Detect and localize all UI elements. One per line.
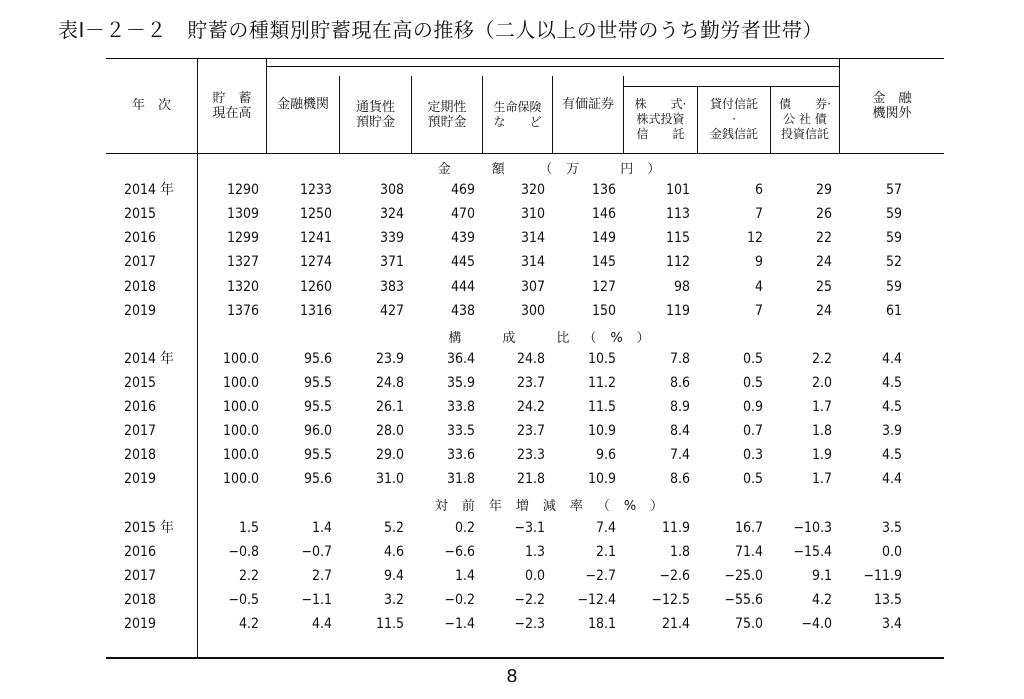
securities-cell: 136	[591, 182, 616, 199]
bonds-cell: −4.0	[801, 615, 832, 632]
header-non-financial: 金 融 機関外	[872, 90, 912, 121]
financial-cell: 1260	[299, 278, 332, 295]
life-insurance-cell: 310	[520, 206, 545, 223]
loan-trust-cell: 7	[754, 302, 763, 319]
securities-cell: 11.5	[587, 399, 616, 415]
securities-cell: 146	[591, 206, 616, 223]
stocks-cell: 1.8	[669, 543, 690, 560]
year-cell: 2019	[124, 471, 157, 488]
bonds-cell: 24	[815, 302, 832, 319]
non-financial-cell: 3.9	[881, 423, 902, 440]
demand-deposits-cell: 23.9	[375, 350, 404, 367]
table-title: 表Ⅰ－２－２ 貯蓄の種類別貯蓄現在高の推移（二人以上の世帯のうち勤労者世帯）	[58, 18, 823, 42]
time-deposits-cell: 31.8	[446, 471, 475, 488]
securities-cell: −12.4	[577, 591, 616, 608]
loan-trust-cell: 0.5	[742, 471, 763, 488]
table-row	[106, 419, 944, 443]
financial-cell: 95.5	[303, 374, 332, 391]
year-cell: 2019	[124, 302, 157, 319]
table-row	[106, 516, 944, 540]
table-row	[106, 202, 944, 226]
year-cell: 2016	[124, 543, 157, 560]
time-deposits-cell: 438	[450, 302, 475, 319]
stocks-cell: 8.6	[669, 374, 690, 391]
year-cell: 2017	[124, 254, 157, 271]
savings-cell: 4.2	[238, 615, 259, 632]
time-deposits-cell: 35.9	[446, 374, 475, 391]
securities-cell: 7.4	[595, 519, 616, 536]
financial-cell: −1.1	[301, 591, 332, 608]
savings-cell: 100.0	[222, 423, 259, 440]
bonds-cell: 9.1	[811, 567, 832, 584]
life-insurance-cell: 314	[520, 254, 545, 271]
life-insurance-cell: 314	[520, 230, 545, 247]
savings-cell: 1290	[226, 182, 259, 199]
stocks-cell: 101	[665, 182, 690, 199]
stocks-cell: 11.9	[661, 519, 690, 536]
year-cell: 2014 年	[124, 350, 175, 367]
bonds-cell: 25	[815, 278, 832, 295]
loan-trust-cell: 6	[754, 182, 763, 199]
time-deposits-cell: 33.5	[446, 423, 475, 440]
stocks-cell: 7.8	[669, 350, 690, 367]
financial-cell: 1274	[299, 254, 332, 271]
time-deposits-cell: 470	[450, 206, 475, 223]
time-deposits-cell: 0.2	[454, 519, 475, 536]
financial-cell: 96.0	[303, 423, 332, 440]
life-insurance-cell: 300	[520, 302, 545, 319]
securities-cell: 145	[591, 254, 616, 271]
stocks-cell: 98	[673, 278, 690, 295]
table-row	[106, 347, 944, 371]
savings-cell: 100.0	[222, 350, 259, 367]
non-financial-cell: −11.9	[863, 567, 902, 584]
savings-cell: −0.8	[228, 543, 259, 560]
demand-deposits-cell: 24.8	[375, 374, 404, 391]
life-insurance-cell: 24.2	[516, 399, 545, 415]
savings-cell: 1.5	[238, 519, 259, 536]
demand-deposits-cell: 28.0	[375, 423, 404, 440]
non-financial-cell: 4.5	[881, 374, 902, 391]
stocks-cell: 8.9	[669, 399, 690, 415]
time-deposits-cell: −0.2	[444, 591, 475, 608]
header-bottom-rule	[106, 153, 944, 154]
savings-cell: 2.2	[238, 567, 259, 584]
financial-cell: 1316	[299, 302, 332, 319]
time-deposits-cell: −1.4	[444, 615, 475, 632]
financial-cell: 1250	[299, 206, 332, 223]
header-life-insurance: 生命保険 な ど	[493, 99, 542, 129]
financial-cell: 95.5	[303, 399, 332, 415]
stocks-cell: 8.6	[669, 471, 690, 488]
stocks-cell: 7.4	[669, 447, 690, 464]
demand-deposits-cell: 371	[379, 254, 404, 271]
year-cell: 2018	[124, 278, 157, 295]
securities-cell: 10.9	[587, 423, 616, 440]
demand-deposits-cell: 339	[379, 230, 404, 247]
savings-cell: 1299	[226, 230, 259, 247]
year-cell: 2016	[124, 230, 157, 247]
year-cell: 2017	[124, 567, 157, 584]
stocks-cell: 21.4	[661, 615, 690, 632]
life-insurance-cell: −2.3	[514, 615, 545, 632]
header-time-deposits: 定期性 預貯金	[427, 99, 467, 130]
demand-deposits-cell: 308	[379, 182, 404, 199]
savings-cell: 1320	[226, 278, 259, 295]
stocks-cell: −2.6	[659, 567, 690, 584]
stocks-cell: −12.5	[651, 591, 690, 608]
financial-cell: 95.6	[303, 350, 332, 367]
securities-cell: 150	[591, 302, 616, 319]
header-securities: 有価証券	[561, 97, 614, 112]
securities-cell: 127	[591, 278, 616, 295]
securities-cell: 9.6	[595, 447, 616, 464]
demand-deposits-cell: 4.6	[383, 543, 404, 560]
year-cell: 2014 年	[124, 182, 175, 199]
bonds-cell: 26	[815, 206, 832, 223]
life-insurance-cell: 23.7	[516, 423, 545, 440]
loan-trust-cell: −55.6	[724, 591, 763, 608]
non-financial-cell: 3.4	[881, 615, 902, 632]
savings-cell: 1327	[226, 254, 259, 271]
loan-trust-cell: 0.5	[742, 374, 763, 391]
bonds-cell: −15.4	[793, 543, 832, 560]
section-label: 対前年増減率（%）	[434, 499, 678, 515]
header-stocks: 株 式· 株式投資 信 託	[634, 97, 687, 141]
demand-deposits-cell: 324	[379, 206, 404, 223]
non-financial-cell: 4.5	[881, 399, 902, 415]
table-row	[106, 564, 944, 588]
non-financial-cell: 59	[885, 278, 902, 295]
loan-trust-cell: 7	[754, 206, 763, 223]
non-financial-cell: 4.4	[881, 471, 902, 488]
time-deposits-cell: 469	[450, 182, 475, 199]
year-cell: 2018	[124, 591, 157, 608]
bonds-cell: 1.8	[811, 423, 832, 440]
securities-cell: 18.1	[587, 615, 616, 632]
time-deposits-cell: 439	[450, 230, 475, 247]
demand-deposits-cell: 11.5	[375, 615, 404, 632]
life-insurance-cell: 21.8	[516, 471, 545, 488]
loan-trust-cell: 75.0	[734, 615, 763, 632]
non-financial-cell: 57	[885, 182, 902, 199]
bonds-cell: 1.7	[811, 471, 832, 488]
savings-cell: 100.0	[222, 374, 259, 391]
savings-cell: 1376	[226, 302, 259, 319]
year-cell: 2016	[124, 399, 157, 415]
section-label: 金 額 （万 円）	[437, 162, 675, 177]
year-cell: 2019	[124, 615, 157, 632]
demand-deposits-cell: 9.4	[383, 567, 404, 584]
loan-trust-cell: 71.4	[734, 543, 763, 560]
header-year: 年 次	[131, 98, 171, 113]
page-number: 8	[506, 666, 518, 687]
demand-deposits-cell: 31.0	[375, 471, 404, 488]
demand-deposits-cell: 26.1	[375, 399, 404, 415]
financial-group-rule	[266, 66, 839, 67]
time-deposits-cell: −6.6	[444, 543, 475, 560]
financial-cell: −0.7	[301, 543, 332, 560]
non-financial-cell: 59	[885, 206, 902, 223]
table-row	[106, 178, 944, 202]
time-deposits-cell: 36.4	[446, 350, 475, 367]
securities-cell: 10.9	[587, 471, 616, 488]
loan-trust-cell: 0.9	[742, 399, 763, 415]
non-financial-cell: 3.5	[881, 519, 902, 536]
loan-trust-cell: 0.7	[742, 423, 763, 440]
header-savings: 貯 蓄 現在高	[212, 90, 252, 121]
securities-cell: 11.2	[587, 374, 616, 391]
table-row	[106, 540, 944, 564]
securities-cell: 149	[591, 230, 616, 247]
demand-deposits-cell: 29.0	[375, 447, 404, 464]
bonds-cell: 2.0	[811, 374, 832, 391]
bonds-cell: 4.2	[811, 591, 832, 608]
securities-cell: 10.5	[587, 350, 616, 367]
year-cell: 2015	[124, 374, 157, 391]
table-row	[106, 467, 944, 491]
table-bottom-rule	[106, 657, 944, 659]
demand-deposits-cell: 3.2	[383, 591, 404, 608]
bonds-cell: 22	[815, 230, 832, 247]
bonds-cell: 2.2	[811, 350, 832, 367]
table-row	[106, 371, 944, 395]
savings-cell: 1309	[226, 206, 259, 223]
financial-cell: 2.7	[311, 567, 332, 584]
table-row	[106, 612, 944, 636]
bonds-cell: 1.9	[811, 447, 832, 464]
loan-trust-cell: 12	[746, 230, 763, 247]
stocks-cell: 113	[665, 206, 690, 223]
table-row	[106, 588, 944, 612]
loan-trust-cell: 0.5	[742, 350, 763, 367]
non-financial-cell: 61	[885, 302, 902, 319]
loan-trust-cell: −25.0	[724, 567, 763, 584]
header-financial: 金融機関	[276, 97, 329, 112]
life-insurance-cell: 320	[520, 182, 545, 199]
non-financial-cell: 59	[885, 230, 902, 247]
stocks-cell: 115	[665, 230, 690, 247]
bonds-cell: 1.7	[811, 399, 832, 415]
stocks-cell: 8.4	[669, 423, 690, 440]
savings-cell: −0.5	[228, 591, 259, 608]
table-row	[106, 275, 944, 299]
loan-trust-cell: 16.7	[734, 519, 763, 536]
loan-trust-cell: 0.3	[742, 447, 763, 464]
life-insurance-cell: 24.8	[516, 350, 545, 367]
life-insurance-cell: 1.3	[524, 543, 545, 560]
savings-cell: 100.0	[222, 447, 259, 464]
stocks-cell: 112	[665, 254, 690, 271]
life-insurance-cell: 307	[520, 278, 545, 295]
demand-deposits-cell: 427	[379, 302, 404, 319]
life-insurance-cell: −3.1	[514, 519, 545, 536]
table-row	[106, 443, 944, 467]
financial-cell: 1233	[299, 182, 332, 199]
stocks-cell: 119	[665, 302, 690, 319]
header-demand-deposits: 通貨性 預貯金	[355, 99, 395, 130]
bonds-cell: −10.3	[793, 519, 832, 536]
demand-deposits-cell: 5.2	[383, 519, 404, 536]
financial-cell: 95.5	[303, 447, 332, 464]
header-loan-trust: 貸付信託 · 金銭信託	[709, 97, 758, 141]
securities-cell: 2.1	[595, 543, 616, 560]
savings-cell: 100.0	[222, 471, 259, 488]
non-financial-cell: 4.4	[881, 350, 902, 367]
year-cell: 2015	[124, 206, 157, 223]
time-deposits-cell: 33.6	[446, 447, 475, 464]
securities-cell: −2.7	[585, 567, 616, 584]
time-deposits-cell: 444	[450, 278, 475, 295]
section-label: 構 成 比（%）	[448, 330, 664, 346]
year-cell: 2017	[124, 423, 157, 440]
life-insurance-cell: 23.3	[516, 447, 545, 464]
table-row	[106, 395, 944, 419]
non-financial-cell: 52	[885, 254, 902, 271]
financial-cell: 1241	[299, 230, 332, 247]
bonds-cell: 29	[815, 182, 832, 199]
loan-trust-cell: 9	[754, 254, 763, 271]
non-financial-cell: 0.0	[881, 543, 902, 560]
life-insurance-cell: 0.0	[524, 567, 545, 584]
financial-cell: 1.4	[311, 519, 332, 536]
table-row	[106, 299, 944, 323]
table-row	[106, 226, 944, 250]
savings-cell: 100.0	[222, 399, 259, 415]
loan-trust-cell: 4	[754, 278, 763, 295]
life-insurance-cell: 23.7	[516, 374, 545, 391]
time-deposits-cell: 1.4	[454, 567, 475, 584]
non-financial-cell: 4.5	[881, 447, 902, 464]
time-deposits-cell: 33.8	[446, 399, 475, 415]
bonds-cell: 24	[815, 254, 832, 271]
non-financial-cell: 13.5	[873, 591, 902, 608]
year-cell: 2015 年	[124, 519, 175, 536]
table-row	[106, 250, 944, 274]
financial-cell: 95.6	[303, 471, 332, 488]
life-insurance-cell: −2.2	[514, 591, 545, 608]
demand-deposits-cell: 383	[379, 278, 404, 295]
header-bonds: 債 券· 公 社 債 投資信託	[779, 97, 831, 141]
year-cell: 2018	[124, 447, 157, 464]
time-deposits-cell: 445	[450, 254, 475, 271]
financial-cell: 4.4	[311, 615, 332, 632]
